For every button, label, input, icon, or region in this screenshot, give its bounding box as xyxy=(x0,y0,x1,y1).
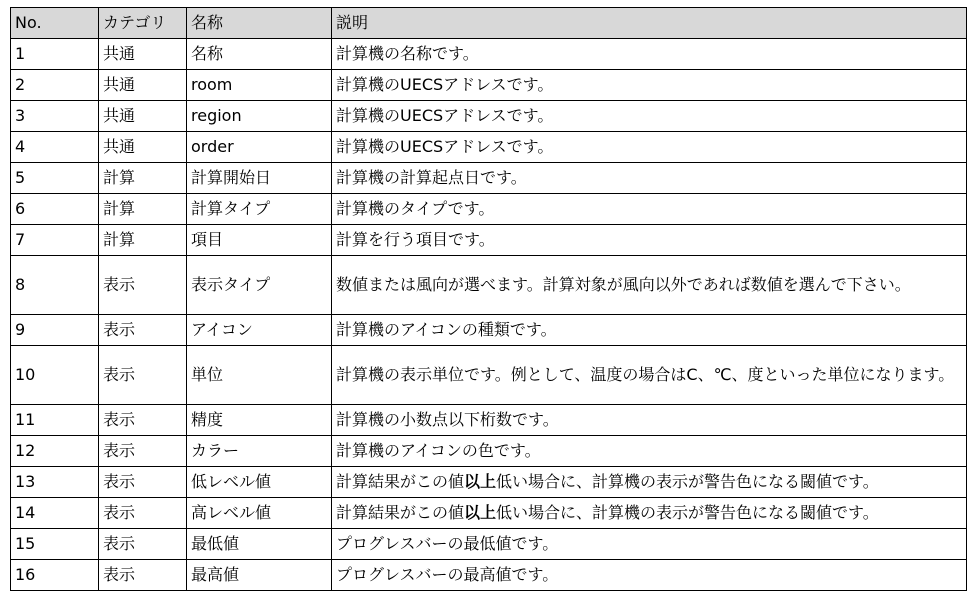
cell-no: 8 xyxy=(11,256,99,315)
cell-no: 4 xyxy=(11,132,99,163)
table-row xyxy=(11,194,967,225)
cell-no: 1 xyxy=(11,39,99,70)
cell-description: 計算機のUECSアドレスです。 xyxy=(332,132,967,163)
description-text: 計算結果がこの値 xyxy=(336,472,465,491)
description-emphasis: 以上 xyxy=(464,503,497,522)
cell-name: 名称 xyxy=(187,39,332,70)
cell-name: 精度 xyxy=(187,405,332,436)
cell-name: 低レベル値 xyxy=(187,467,332,498)
cell-description: 計算機の計算起点日です。 xyxy=(332,163,967,194)
cell-category: 表示 xyxy=(99,529,187,560)
cell-no: 15 xyxy=(11,529,99,560)
cell-description: 計算機の小数点以下桁数です。 xyxy=(332,405,967,436)
cell-name: order xyxy=(187,132,332,163)
cell-description: プログレスバーの最低値です。 xyxy=(332,529,967,560)
cell-no: 16 xyxy=(11,560,99,591)
table-row xyxy=(11,70,967,101)
cell-name: カラー xyxy=(187,436,332,467)
settings-table-container xyxy=(10,7,967,591)
cell-description: 計算機のタイプです。 xyxy=(332,194,967,225)
table-row xyxy=(11,132,967,163)
settings-table xyxy=(10,7,967,591)
cell-no: 12 xyxy=(11,436,99,467)
cell-description: 計算機のUECSアドレスです。 xyxy=(332,70,967,101)
cell-category: 共通 xyxy=(99,39,187,70)
table-row xyxy=(11,256,967,315)
table-row xyxy=(11,346,967,405)
cell-category: 表示 xyxy=(99,346,187,405)
cell-description xyxy=(332,467,967,498)
cell-category: 表示 xyxy=(99,315,187,346)
table-row xyxy=(11,101,967,132)
cell-category: 表示 xyxy=(99,498,187,529)
cell-category: 表示 xyxy=(99,436,187,467)
cell-description: 計算を行う項目です。 xyxy=(332,225,967,256)
cell-description: プログレスバーの最高値です。 xyxy=(332,560,967,591)
description-text: 計算結果がこの値 xyxy=(336,503,465,522)
table-row xyxy=(11,529,967,560)
table-row xyxy=(11,467,967,498)
cell-category: 表示 xyxy=(99,256,187,315)
table-row xyxy=(11,163,967,194)
cell-no: 3 xyxy=(11,101,99,132)
cell-description: 計算機の表示単位です。例として、温度の場合はC、℃、度といった単位になります。 xyxy=(332,346,967,405)
cell-no: 6 xyxy=(11,194,99,225)
cell-no: 2 xyxy=(11,70,99,101)
cell-description: 計算機のUECSアドレスです。 xyxy=(332,101,967,132)
cell-no: 9 xyxy=(11,315,99,346)
cell-category: 計算 xyxy=(99,225,187,256)
description-text: 低い場合に、計算機の表示が警告色になる閾値です。 xyxy=(496,503,879,522)
cell-category: 表示 xyxy=(99,467,187,498)
table-header xyxy=(11,8,967,39)
cell-name: 計算開始日 xyxy=(187,163,332,194)
cell-name: 単位 xyxy=(187,346,332,405)
cell-category: 計算 xyxy=(99,194,187,225)
cell-name: 最高値 xyxy=(187,560,332,591)
header-row xyxy=(11,8,967,39)
header-description: 説明 xyxy=(332,8,967,39)
cell-no: 13 xyxy=(11,467,99,498)
table-row xyxy=(11,39,967,70)
cell-category: 表示 xyxy=(99,405,187,436)
header-category: カテゴリ xyxy=(99,8,187,39)
cell-description: 計算機のアイコンの色です。 xyxy=(332,436,967,467)
table-row xyxy=(11,560,967,591)
cell-name: 最低値 xyxy=(187,529,332,560)
cell-no: 11 xyxy=(11,405,99,436)
cell-category: 共通 xyxy=(99,101,187,132)
cell-category: 共通 xyxy=(99,132,187,163)
table-row xyxy=(11,436,967,467)
cell-no: 5 xyxy=(11,163,99,194)
description-text: 低い場合に、計算機の表示が警告色になる閾値です。 xyxy=(496,472,879,491)
cell-no: 14 xyxy=(11,498,99,529)
table-row xyxy=(11,225,967,256)
cell-description: 計算機のアイコンの種類です。 xyxy=(332,315,967,346)
cell-name: アイコン xyxy=(187,315,332,346)
cell-name: 項目 xyxy=(187,225,332,256)
cell-category: 表示 xyxy=(99,560,187,591)
header-name: 名称 xyxy=(187,8,332,39)
table-body xyxy=(11,39,967,591)
cell-category: 共通 xyxy=(99,70,187,101)
cell-category: 計算 xyxy=(99,163,187,194)
cell-description: 数値または風向が選べます。計算対象が風向以外であれば数値を選んで下さい。 xyxy=(332,256,967,315)
cell-name: 計算タイプ xyxy=(187,194,332,225)
table-row xyxy=(11,405,967,436)
cell-no: 7 xyxy=(11,225,99,256)
cell-name: 高レベル値 xyxy=(187,498,332,529)
header-no: No. xyxy=(11,8,99,39)
cell-no: 10 xyxy=(11,346,99,405)
cell-name: 表示タイプ xyxy=(187,256,332,315)
cell-description xyxy=(332,498,967,529)
cell-name: room xyxy=(187,70,332,101)
table-row xyxy=(11,498,967,529)
description-emphasis: 以上 xyxy=(464,472,497,491)
table-row xyxy=(11,315,967,346)
cell-description: 計算機の名称です。 xyxy=(332,39,967,70)
cell-name: region xyxy=(187,101,332,132)
